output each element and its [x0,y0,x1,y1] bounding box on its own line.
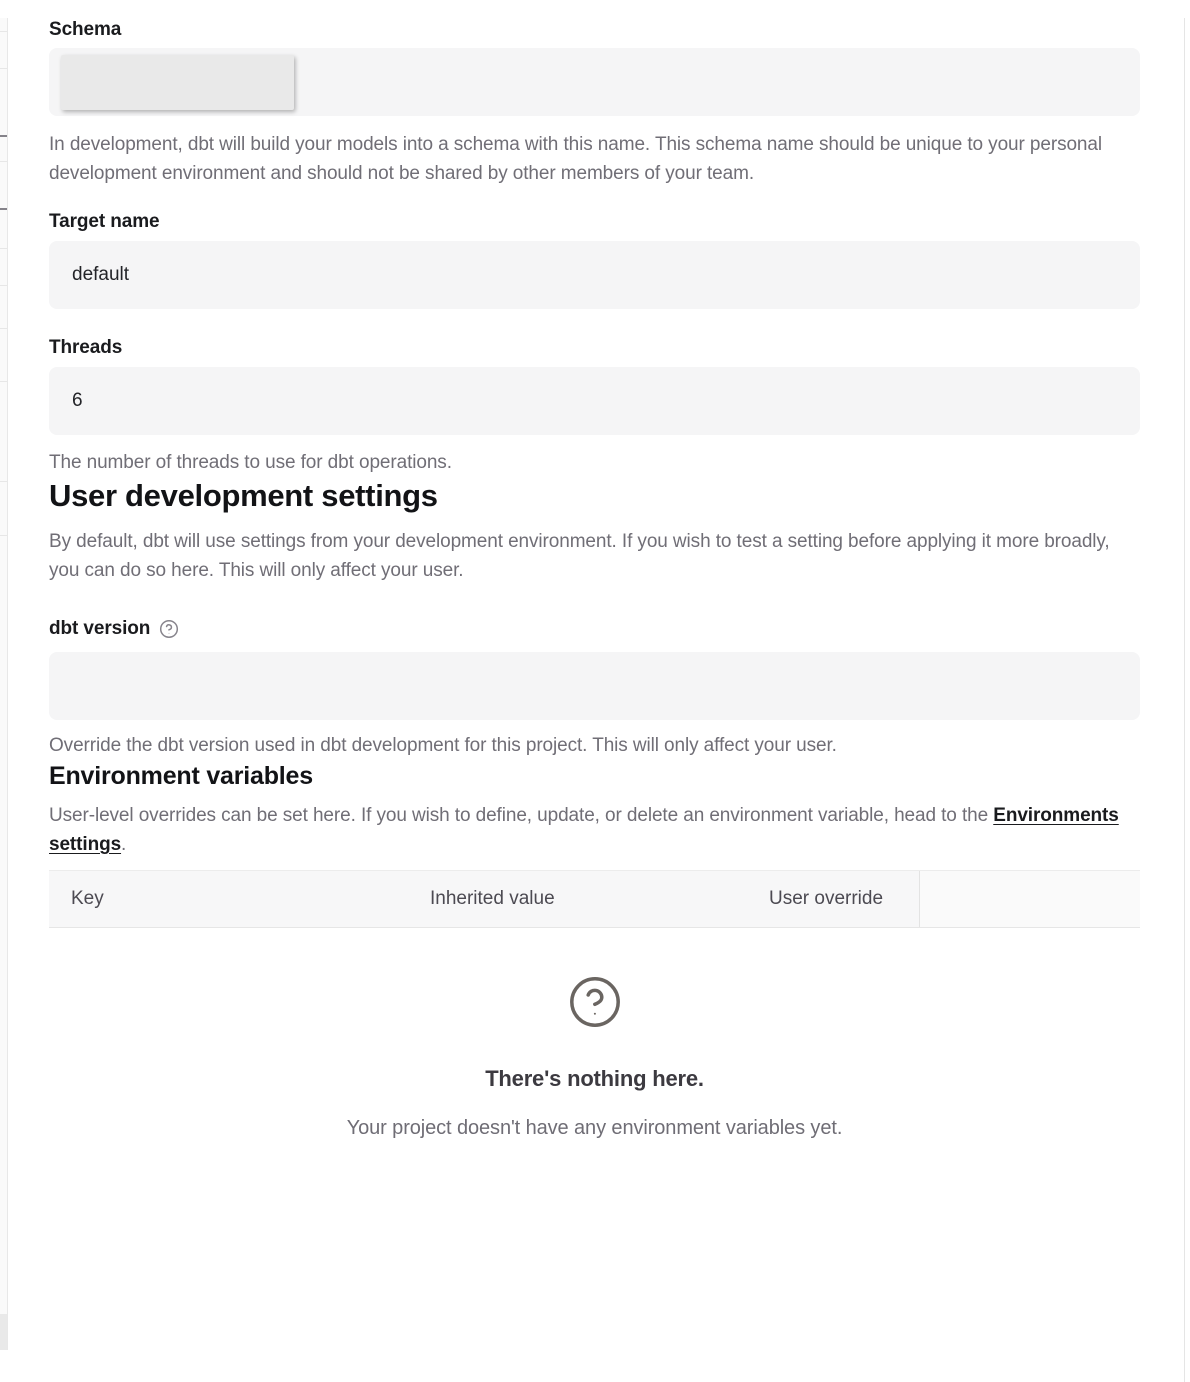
column-header-actions [919,871,1140,927]
environment-variables-title: Environment variables [49,762,313,790]
dbt-version-label: dbt version [49,618,151,639]
left-panel-divider [0,381,7,382]
target-name-label: Target name [49,211,160,232]
column-header-user-override: User override [769,888,884,909]
threads-help-text: The number of threads to use for dbt operations. [49,452,452,473]
dbt-version-input[interactable] [49,652,1140,720]
env-vars-table-header [49,870,1140,928]
left-panel-divider [0,328,7,329]
empty-state-subtitle: Your project doesn't have any environment variables yet. [346,1117,843,1139]
environment-variables-description-period: . [121,834,127,855]
left-panel-edge [0,18,8,1350]
env-vars-empty-state [49,928,1140,1143]
threads-input[interactable] [49,367,1140,435]
schema-help-text: In development, dbt will build your models into a schema with this name. This schema name should be unique to your personal development environment and should not be shared by other members of your team. [49,134,1102,184]
left-panel-divider [0,68,7,69]
user-development-settings-description: By default, dbt will use settings from your development environment. If you wish to test a setting before applying it more broadly, you can do so here. This will only affect your user. [49,531,1110,581]
left-panel-divider [0,31,7,32]
question-mark-circle-icon[interactable] [159,619,179,639]
schema-label: Schema [49,19,122,40]
window-right-border [1184,18,1185,1382]
left-panel-divider [0,481,7,482]
column-header-key: Key [71,888,104,909]
schema-masked-value [61,55,294,110]
environment-variables-description [49,801,1140,859]
column-header-inherited-value: Inherited value [430,888,555,909]
environment-variables-description-text: User-level overrides can be set here. If you wish to define, update, or delete an environment variable, head to the [49,805,994,826]
left-panel-divider [0,535,7,536]
left-panel-bottom-block [0,1314,7,1350]
environments-settings-link[interactable]: Environments settings [49,805,1119,855]
credentials-settings-page [0,18,1190,1143]
left-panel-divider [0,135,7,137]
left-panel-divider [0,285,7,286]
target-name-input[interactable] [49,241,1140,309]
left-panel-divider [0,161,7,162]
threads-label: Threads [49,337,123,358]
dbt-version-help-text: Override the dbt version used in dbt development for this project. This will only affect your user. [49,735,837,756]
user-development-settings-title: User development settings [49,478,438,513]
left-panel-divider [0,208,7,210]
empty-state-title: There's nothing here. [485,1066,704,1091]
question-mark-circle-icon [567,974,623,1035]
schema-input[interactable] [49,48,1140,116]
left-panel-divider [0,248,7,249]
